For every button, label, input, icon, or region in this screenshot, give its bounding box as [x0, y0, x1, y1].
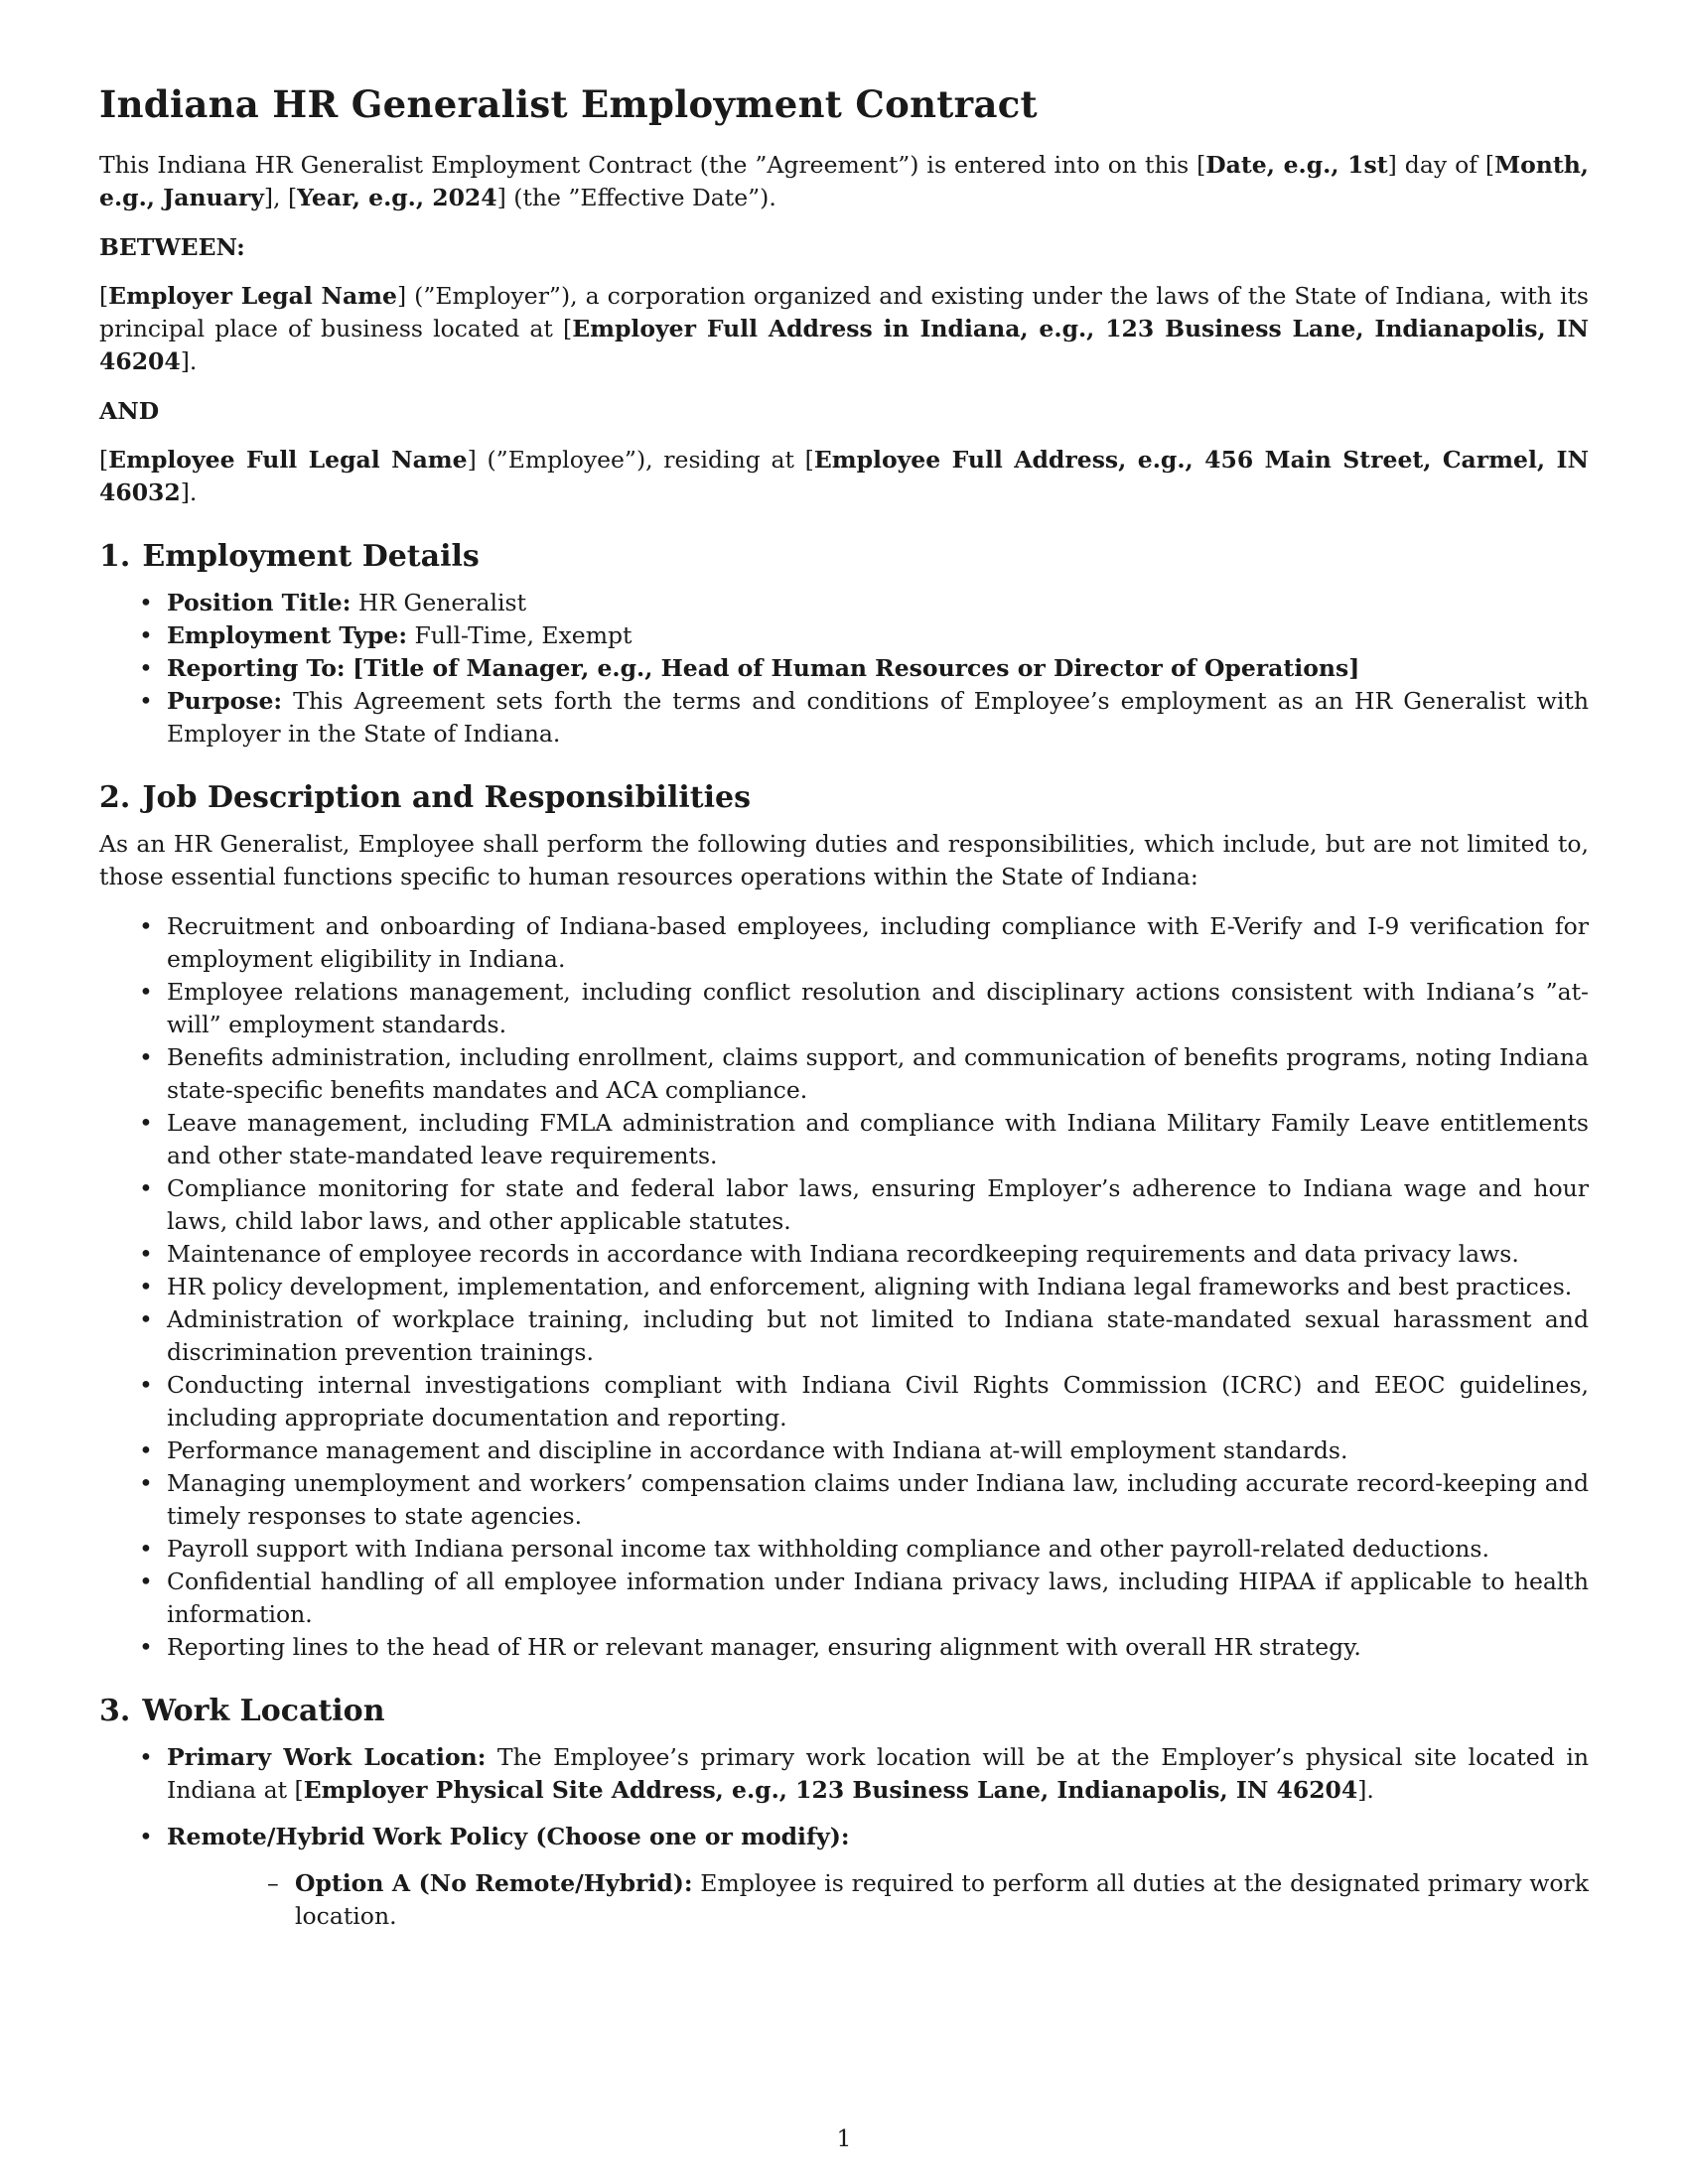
list-item: • Administration of workplace training, including but not limited to Indiana state-mandated sexual harassment and discrimination prevention trainings. — [99, 1303, 1589, 1369]
list-item: • Managing unemployment and workers’ compensation claims under Indiana law, including accurate record-keeping and timely responses to state agencies. — [99, 1467, 1589, 1533]
site-address-placeholder: Employer Physical Site Address, e.g., 123 Business Lane, Indianapolis, IN 46204 — [303, 1776, 1358, 1804]
list-item: – Option A (No Remote/Hybrid): Employee is required to perform all duties at the designated primary work location. — [167, 1867, 1589, 1933]
document-title: Indiana HR Generalist Employment Contract — [99, 82, 1038, 126]
work-location-list — [99, 1741, 1589, 1933]
list-item: • Leave management, including FMLA administration and compliance with Indiana Military Family Leave entitlements and other state-mandated leave requirements. — [99, 1107, 1589, 1172]
list-item: • Primary Work Location: The Employee’s primary work location will be at the Employer’s physical site located in Indiana at [Employer Physical Site Address, e.g., 123 Business Lane, Indianapolis, IN 46204]. — [99, 1741, 1589, 1807]
list-item: • Employment Type: Full-Time, Exempt — [99, 619, 1589, 652]
employee-address-placeholder: Employee Full Address, e.g., 456 Main Street, Carmel, IN 46032 — [99, 446, 1589, 506]
between-label: BETWEEN: — [99, 233, 245, 261]
list-item: • Conducting internal investigations compliant with Indiana Civil Rights Commission (ICRC) and EEOC guidelines, including appropriate documentation and reporting. — [99, 1369, 1589, 1434]
section-intro: As an HR Generalist, Employee shall perform the following duties and responsibilities, which include, but are not limited to, those essential functions specific to human resources operations within the State of Indiana: — [99, 830, 1589, 890]
employer-paragraph: [Employer Legal Name] (”Employer”), a corporation organized and existing under the laws of the State of Indiana, with its principal place of business located at [Employer Full Address in Indiana, e.g., 123 Business Lane, Indianapolis, IN 46204]. — [99, 282, 1589, 375]
list-item: • Employee relations management, including conflict resolution and disciplinary actions consistent with Indiana’s ”at-will” employment standards. — [99, 976, 1589, 1041]
list-item: • HR policy development, implementation, and enforcement, aligning with Indiana legal frameworks and best practices. — [99, 1271, 1589, 1303]
employer-name-placeholder: Employer Legal Name — [108, 282, 397, 310]
section-heading: 1. Employment Details — [99, 539, 480, 574]
list-item: • Position Title: HR Generalist — [99, 587, 1589, 619]
manager-title-placeholder: Title of Manager, e.g., Head of Human Resources or Director of Operations — [363, 654, 1349, 682]
date-placeholder: Date, e.g., 1st — [1205, 151, 1388, 179]
responsibilities-list — [99, 910, 1589, 1664]
list-item: • Reporting To: [Title of Manager, e.g., Head of Human Resources or Director of Operations] — [99, 652, 1589, 685]
year-placeholder: Year, e.g., 2024 — [297, 184, 497, 211]
section-work-location — [99, 1692, 1589, 1933]
list-item: • Performance management and discipline in accordance with Indiana at-will employment standards. — [99, 1434, 1589, 1467]
list-item: • Maintenance of employee records in accordance with Indiana recordkeeping requirements and data privacy laws. — [99, 1238, 1589, 1271]
list-item: • Confidential handling of all employee information under Indiana privacy laws, including HIPAA if applicable to health information. — [99, 1566, 1589, 1631]
remote-options-list — [167, 1867, 1589, 1933]
section-job-description — [99, 778, 1589, 1664]
list-item: • Reporting lines to the head of HR or relevant manager, ensuring alignment with overall HR strategy. — [99, 1631, 1589, 1664]
section-heading: 2. Job Description and Responsibilities — [99, 780, 751, 815]
list-item: • Purpose: This Agreement sets forth the terms and conditions of Employee’s employment as an HR Generalist with Employer in the State of Indiana. — [99, 685, 1589, 751]
employee-paragraph: [Employee Full Legal Name] (”Employee”), residing at [Employee Full Address, e.g., 456 Main Street, Carmel, IN 46032]. — [99, 446, 1589, 506]
employee-name-placeholder: Employee Full Legal Name — [108, 446, 468, 474]
contract-page — [99, 81, 1589, 1947]
list-item: • Remote/Hybrid Work Policy (Choose one or modify): – Option A (No Remote/Hybrid): Employee is required to perform all duties at the designated primary work location. — [99, 1821, 1589, 1933]
employer-address-placeholder: Employer Full Address in Indiana, e.g., 123 Business Lane, Indianapolis, IN 46204 — [99, 315, 1589, 375]
and-label: AND — [99, 397, 160, 425]
list-item: • Benefits administration, including enrollment, claims support, and communication of benefits programs, noting Indiana state-specific benefits mandates and ACA compliance. — [99, 1041, 1589, 1107]
list-item: • Payroll support with Indiana personal income tax withholding compliance and other payroll-related deductions. — [99, 1533, 1589, 1566]
month-placeholder: Month, e.g., January — [99, 151, 1589, 211]
intro-paragraph: This Indiana HR Generalist Employment Contract (the ”Agreement”) is entered into on this [Date, e.g., 1st] day of [Month, e.g., January], [Year, e.g., 2024] (the ”Effective Date”). — [99, 151, 1589, 211]
page-number: 1 — [836, 2124, 852, 2152]
list-item: • Compliance monitoring for state and federal labor laws, ensuring Employer’s adherence to Indiana wage and hour laws, child labor laws, and other applicable statutes. — [99, 1172, 1589, 1238]
list-item: • Recruitment and onboarding of Indiana-based employees, including compliance with E-Verify and I-9 verification for employment eligibility in Indiana. — [99, 910, 1589, 976]
employment-details-list — [99, 587, 1589, 751]
section-employment-details — [99, 537, 1589, 751]
section-heading: 3. Work Location — [99, 1694, 385, 1728]
